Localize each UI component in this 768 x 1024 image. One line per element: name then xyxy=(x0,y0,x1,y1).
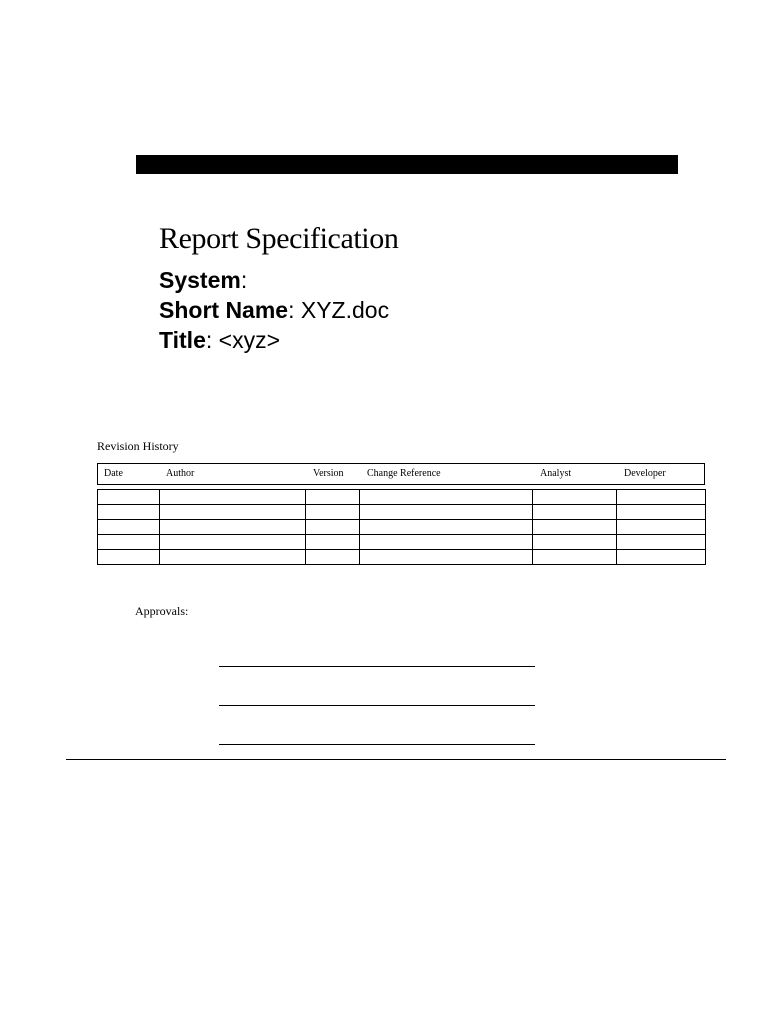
table-cell xyxy=(306,490,360,505)
table-cell xyxy=(160,550,306,565)
signature-line xyxy=(219,705,535,706)
table-cell xyxy=(360,490,533,505)
table-cell xyxy=(98,550,160,565)
table-cell xyxy=(617,505,706,520)
column-header-change-reference: Change Reference xyxy=(367,468,441,479)
short-name-value: XYZ.doc xyxy=(300,297,390,323)
table-cell xyxy=(160,490,306,505)
revision-history-table xyxy=(97,489,706,565)
table-cell xyxy=(306,535,360,550)
short-name-label: Short Name xyxy=(159,297,289,323)
column-header-author: Author xyxy=(166,468,195,479)
table-cell xyxy=(533,520,617,535)
title-label: Title xyxy=(159,327,206,353)
revision-history-label: Revision History xyxy=(97,439,179,453)
column-header-analyst: Analyst xyxy=(540,468,572,479)
table-cell xyxy=(98,520,160,535)
table-cell xyxy=(98,490,160,505)
table-row xyxy=(98,520,706,535)
approvals-label: Approvals: xyxy=(135,604,189,618)
table-cell xyxy=(360,535,533,550)
header-bar xyxy=(136,155,678,174)
footer-rule xyxy=(66,759,726,760)
table-cell xyxy=(306,505,360,520)
document-title: Report Specification xyxy=(159,222,399,255)
system-label: System xyxy=(159,267,241,293)
table-cell xyxy=(160,535,306,550)
revision-history-header xyxy=(97,463,705,485)
table-cell xyxy=(617,550,706,565)
table-cell xyxy=(98,505,160,520)
table-cell xyxy=(533,550,617,565)
table-cell xyxy=(360,520,533,535)
table-cell xyxy=(360,550,533,565)
column-header-version: Version xyxy=(313,468,344,479)
table-cell xyxy=(617,490,706,505)
table-cell xyxy=(160,505,306,520)
table-cell xyxy=(98,535,160,550)
table-row xyxy=(98,490,706,505)
table-cell xyxy=(360,505,533,520)
table-cell xyxy=(160,520,306,535)
title-value: <xyz> xyxy=(218,327,281,353)
table-cell xyxy=(533,505,617,520)
table-row xyxy=(98,535,706,550)
signature-line xyxy=(219,744,535,745)
document-meta xyxy=(159,265,389,355)
short-name-field: Short Name: XYZ.doc xyxy=(159,297,390,323)
column-header-date: Date xyxy=(104,468,123,479)
title-field: Title: <xyz> xyxy=(159,327,281,353)
table-cell xyxy=(533,490,617,505)
table-row xyxy=(98,550,706,565)
table-cell xyxy=(533,535,617,550)
table-cell xyxy=(306,550,360,565)
system-field: System: xyxy=(159,267,248,293)
table-cell xyxy=(617,535,706,550)
table-row xyxy=(98,505,706,520)
table-cell xyxy=(617,520,706,535)
table-cell xyxy=(306,520,360,535)
signature-line xyxy=(219,666,535,667)
column-header-developer: Developer xyxy=(624,468,666,479)
